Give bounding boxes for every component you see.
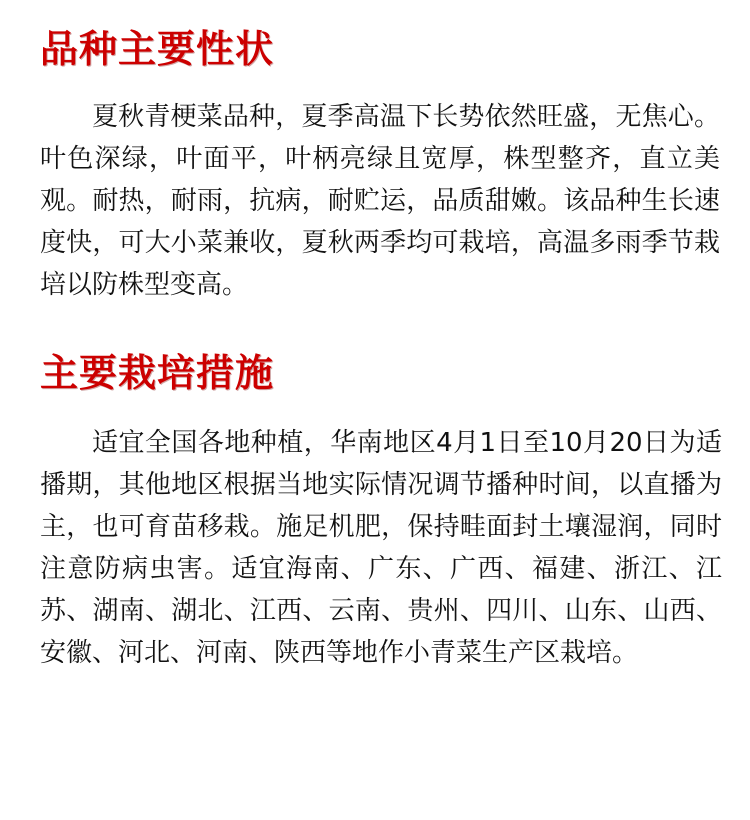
section-body-variety-traits: 夏秋青梗菜品种，夏季高温下长势依然旺盛，无焦心。叶色深绿，叶面平，叶柄亮绿且宽厚，株型整齐，直立美观。耐热，耐雨，抗病，耐贮运，品质甜嫩。该品种生长速度快，可大小菜兼收，夏秋两季均可栽培，高温多雨季节栽培以防株型变高。 [40,101,720,300]
section-body-cultivation-measures: 适宜全国各地种植，华南地区4月1日至10月20日为适播期，其他地区根据当地实际情况调节播种时间，以直播为主，也可育苗移栽。施足机肥，保持畦面封土壤湿润，同时注意防病虫害。适宜海南、广东、广西、福建、浙江、江苏、湖南、湖北、江西、云南、贵州、四川、山东、山西、安徽、河北、河南、陕西等地作小青菜生产区栽培。 [40,427,722,669]
section-heading-variety-traits: 品种主要性状 [40,27,275,71]
section-cultivation-measures [40,350,728,674]
section-variety-traits [40,26,728,306]
section-heading-cultivation-measures: 主要栽培措施 [40,351,275,396]
